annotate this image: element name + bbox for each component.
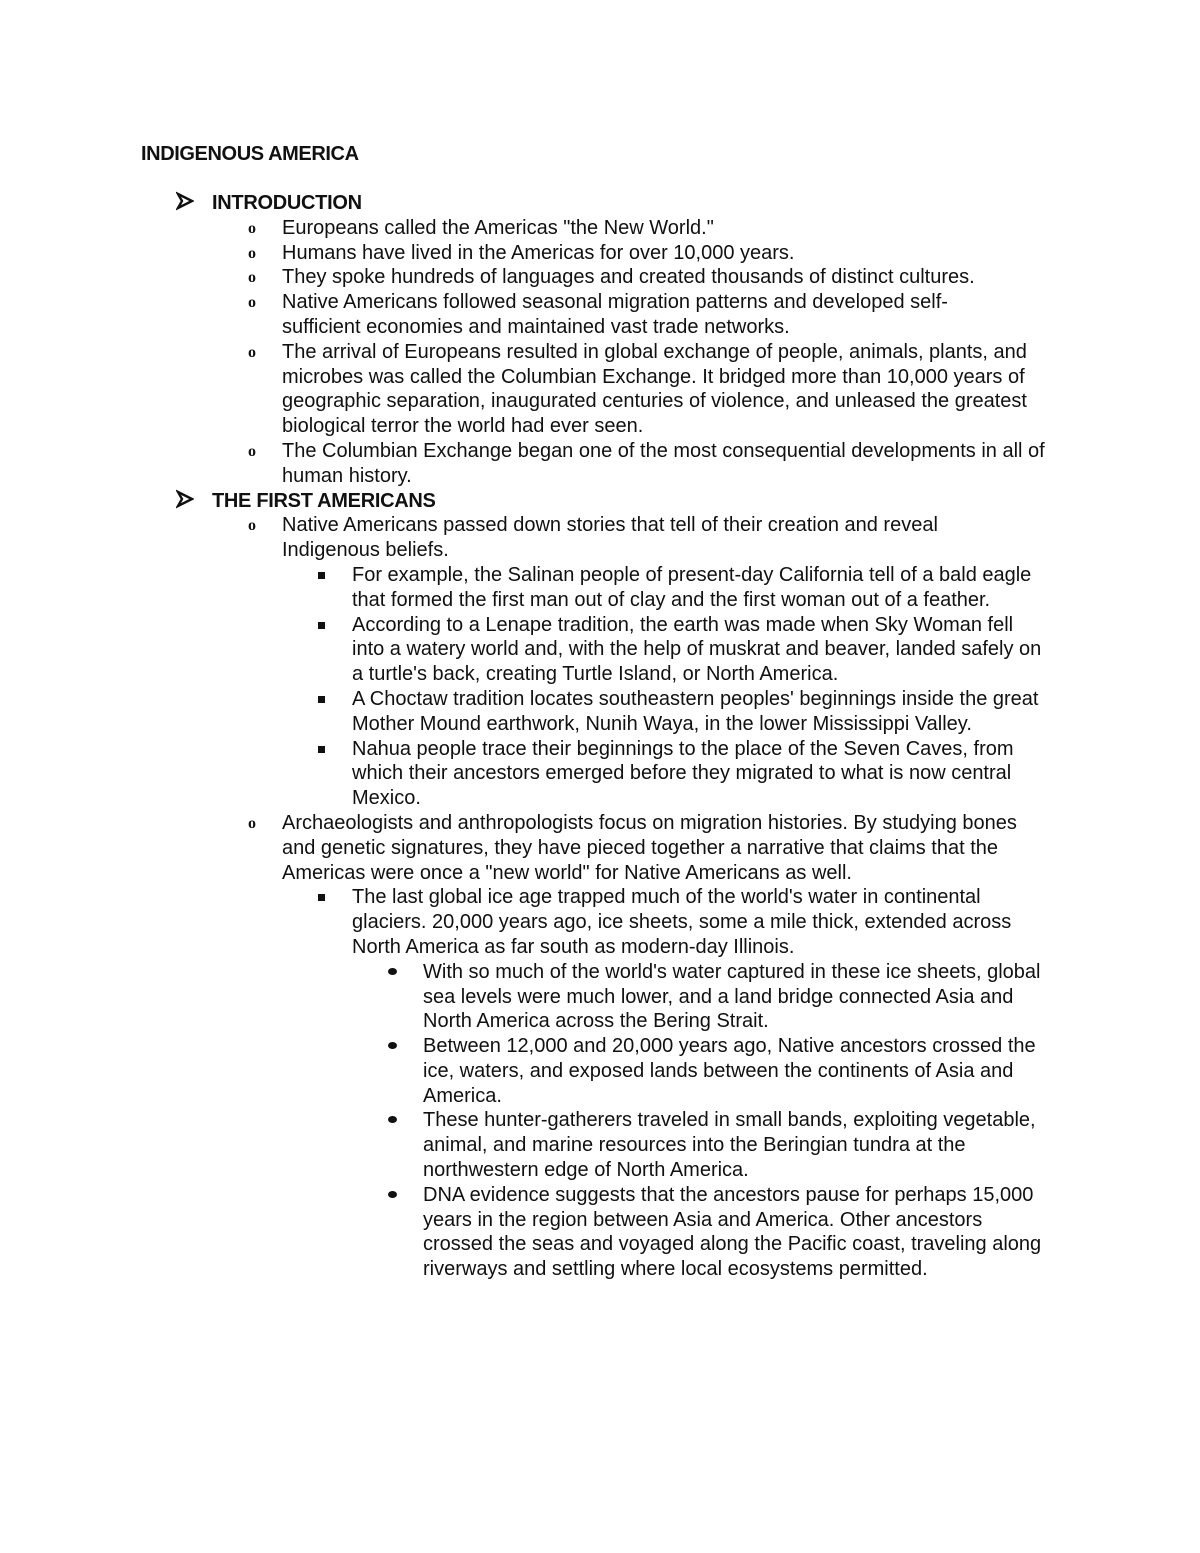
circle-bullet-icon: o	[248, 343, 256, 361]
list-item-text: Humans have lived in the Americas for over 10,000 years.	[282, 241, 795, 264]
arrow-bullet-icon	[176, 191, 194, 211]
section-heading-text: INTRODUCTION	[212, 192, 362, 214]
list-item-text: A Choctaw tradition locates southeastern peoples' beginnings inside the great Mother Mound earthwork, Nunih Waya, in the lower Mississippi Valley.	[352, 687, 1039, 735]
list-item	[423, 1034, 1063, 1108]
section-heading-introduction	[212, 191, 1052, 216]
list-item-text: They spoke hundreds of languages and created thousands of distinct cultures.	[282, 266, 975, 289]
dot-bullet-icon	[388, 1191, 397, 1198]
square-bullet-icon	[318, 894, 325, 901]
list-item	[248, 216, 1062, 241]
list-item-text: Archaeologists and anthropologists focus on migration histories. By studying bones and genetic signatures, they have pieced together a narrative that claims that the Americas were once a "new world" for Native Americans as well.	[282, 811, 1017, 884]
circle-bullet-icon: o	[248, 244, 256, 262]
list-item-text: These hunter-gatherers traveled in small bands, exploiting vegetable, animal, and marine resources into the Beringian tundra at the northwestern edge of North America.	[423, 1109, 1036, 1182]
list-item-text: The Columbian Exchange began one of the most consequential developments in all of human history.	[282, 439, 1045, 487]
circle-bullet-icon: o	[248, 814, 256, 832]
list-item-text: The last global ice age trapped much of the world's water in continental glaciers. 20,000 years ago, ice sheets, some a mile thick, extended across North America as far south as modern-day Illinois.	[352, 886, 1012, 958]
list-item	[423, 960, 1063, 1034]
list-item	[352, 613, 1062, 687]
section-heading-text: THE FIRST AMERICANS	[212, 489, 436, 512]
list-item-text: For example, the Salinan people of present-day California tell of a bald eagle that formed the first man out of clay and the first woman out of a feather.	[352, 563, 1032, 611]
circle-bullet-icon: o	[248, 219, 256, 237]
list-item	[352, 687, 1062, 737]
square-bullet-icon	[318, 696, 325, 703]
list-item-text: Native Americans passed down stories that tell of their creation and reveal Indigenous beliefs.	[282, 514, 938, 562]
list-item	[248, 290, 1062, 340]
list-item	[248, 241, 1062, 266]
arrow-bullet-icon	[176, 489, 194, 509]
list-item-text: The arrival of Europeans resulted in global exchange of people, animals, plants, and microbes was called the Columbian Exchange. It bridged more than 10,000 years of geographic separation, inaugurated centuries of violence, and unleased the greatest biological terror the world had ever seen.	[282, 340, 1027, 438]
circle-bullet-icon: o	[248, 517, 256, 535]
list-item	[248, 811, 1062, 885]
list-item-text: Nahua people trace their beginnings to the place of the Seven Caves, from which their ancestors emerged before they migrated to what is now central Mexico.	[352, 737, 1014, 810]
square-bullet-icon	[318, 622, 325, 629]
list-item	[352, 563, 1062, 613]
list-item	[352, 885, 1062, 959]
dot-bullet-icon	[388, 968, 397, 975]
list-item	[248, 439, 1062, 489]
list-item-text: With so much of the world's water captured in these ice sheets, global sea levels were much lower, and a land bridge connected Asia and North America across the Bering Strait.	[423, 960, 1041, 1033]
list-item	[423, 1108, 1063, 1182]
dot-bullet-icon	[388, 1116, 397, 1123]
list-item-text: Native Americans followed seasonal migration patterns and developed self-sufficient economies and maintained vast trade networks.	[282, 291, 948, 338]
square-bullet-icon	[318, 572, 325, 579]
list-item	[248, 340, 1062, 439]
document-title: INDIGENOUS AMERICA	[141, 143, 359, 165]
square-bullet-icon	[318, 746, 325, 753]
list-item	[248, 513, 1062, 563]
dot-bullet-icon	[388, 1042, 397, 1049]
list-item	[423, 1183, 1063, 1282]
list-item	[352, 737, 1062, 811]
circle-bullet-icon: o	[248, 442, 256, 460]
circle-bullet-icon: o	[248, 269, 256, 287]
list-item	[248, 265, 1062, 290]
list-item-text: DNA evidence suggests that the ancestors pause for perhaps 15,000 years in the region between Asia and America. Other ancestors crossed the seas and voyaged along the Pacific coast, traveling along riverways and settling where local ecosystems permitted.	[423, 1183, 1042, 1281]
list-item-text: According to a Lenape tradition, the earth was made when Sky Woman fell into a watery world and, with the help of muskrat and beaver, landed safely on a turtle's back, creating Turtle Island, or North America.	[352, 613, 1042, 686]
section-heading-first-americans	[212, 489, 1052, 514]
list-item-text: Between 12,000 and 20,000 years ago, Native ancestors crossed the ice, waters, and exposed lands between the continents of Asia and America.	[423, 1035, 1036, 1107]
document-body	[0, 191, 1200, 1282]
list-item-text: Europeans called the Americas "the New World."	[282, 216, 714, 239]
circle-bullet-icon: o	[248, 294, 256, 312]
